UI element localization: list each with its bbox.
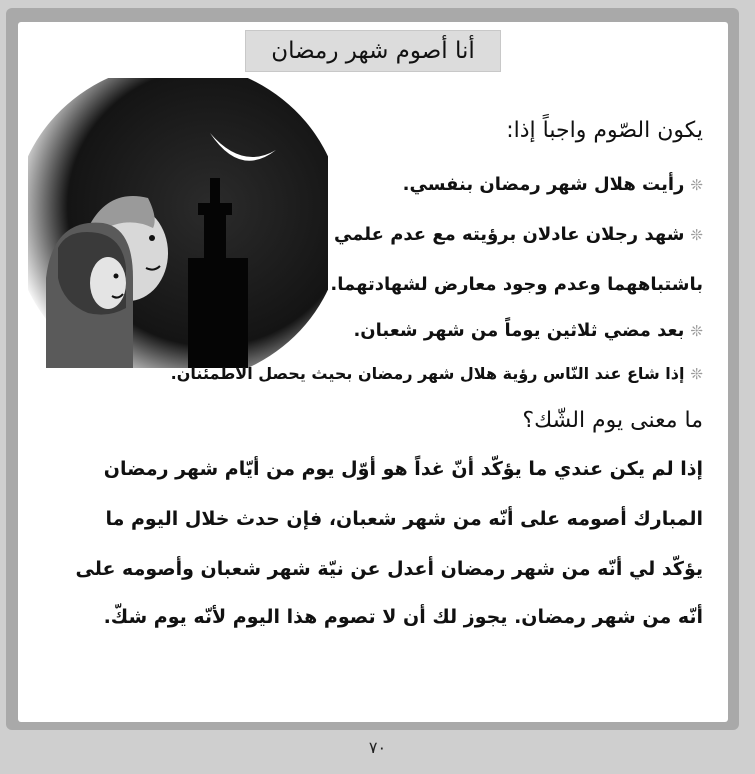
section1-heading: يكون الصّوم واجباً إذا:	[506, 118, 703, 143]
bullet-star-icon: ❊	[690, 321, 703, 340]
bullet-text: رأيت هلال شهر رمضان بنفسي.	[402, 174, 685, 195]
girl-figure	[46, 223, 133, 368]
bullet-text: باشتباههما وعدم وجود معارض لشهادتهما.	[330, 274, 703, 295]
list-item	[353, 320, 703, 341]
section2-heading: ما معنى يوم الشّك؟	[522, 408, 703, 433]
bullet-star-icon: ❊	[690, 175, 703, 194]
bullet-text: إذا شاع عند النّاس رؤية هلال شهر رمضان بحيث يحصل الاطمئنان.	[170, 364, 685, 383]
bullet-star-icon: ❊	[690, 364, 703, 383]
paragraph-line: المبارك أصومه على أنّه من شهر شعبان، فإن حدث خلال اليوم ما	[105, 508, 703, 530]
bullet-text: شهد رجلان عادلان برؤيته مع عدم علمي	[334, 224, 685, 245]
list-item	[171, 364, 703, 383]
bullet-text: بعد مضي ثلاثين يوماً من شهر شعبان.	[353, 320, 685, 341]
list-item	[403, 174, 703, 195]
page-title: أنا أصوم شهر رمضان	[245, 30, 501, 72]
paragraph-line: يؤكّد لي أنّه من شهر رمضان أعدل عن نيّة شهر شعبان وأصومه على	[75, 558, 703, 580]
illustration-night-sky	[28, 78, 328, 368]
list-item	[334, 224, 703, 245]
paragraph-line: أنّه من شهر رمضان. يجوز لك أن لا تصوم هذا اليوم لأنّه يوم شكّ.	[103, 606, 703, 628]
bullet-continuation	[330, 274, 703, 295]
page-number: ٧٠	[368, 738, 387, 757]
paragraph-line: إذا لم يكن عندي ما يؤكّد أنّ غداً هو أوّل يوم من أيّام شهر رمضان	[103, 458, 703, 480]
bullet-star-icon: ❊	[690, 225, 703, 244]
